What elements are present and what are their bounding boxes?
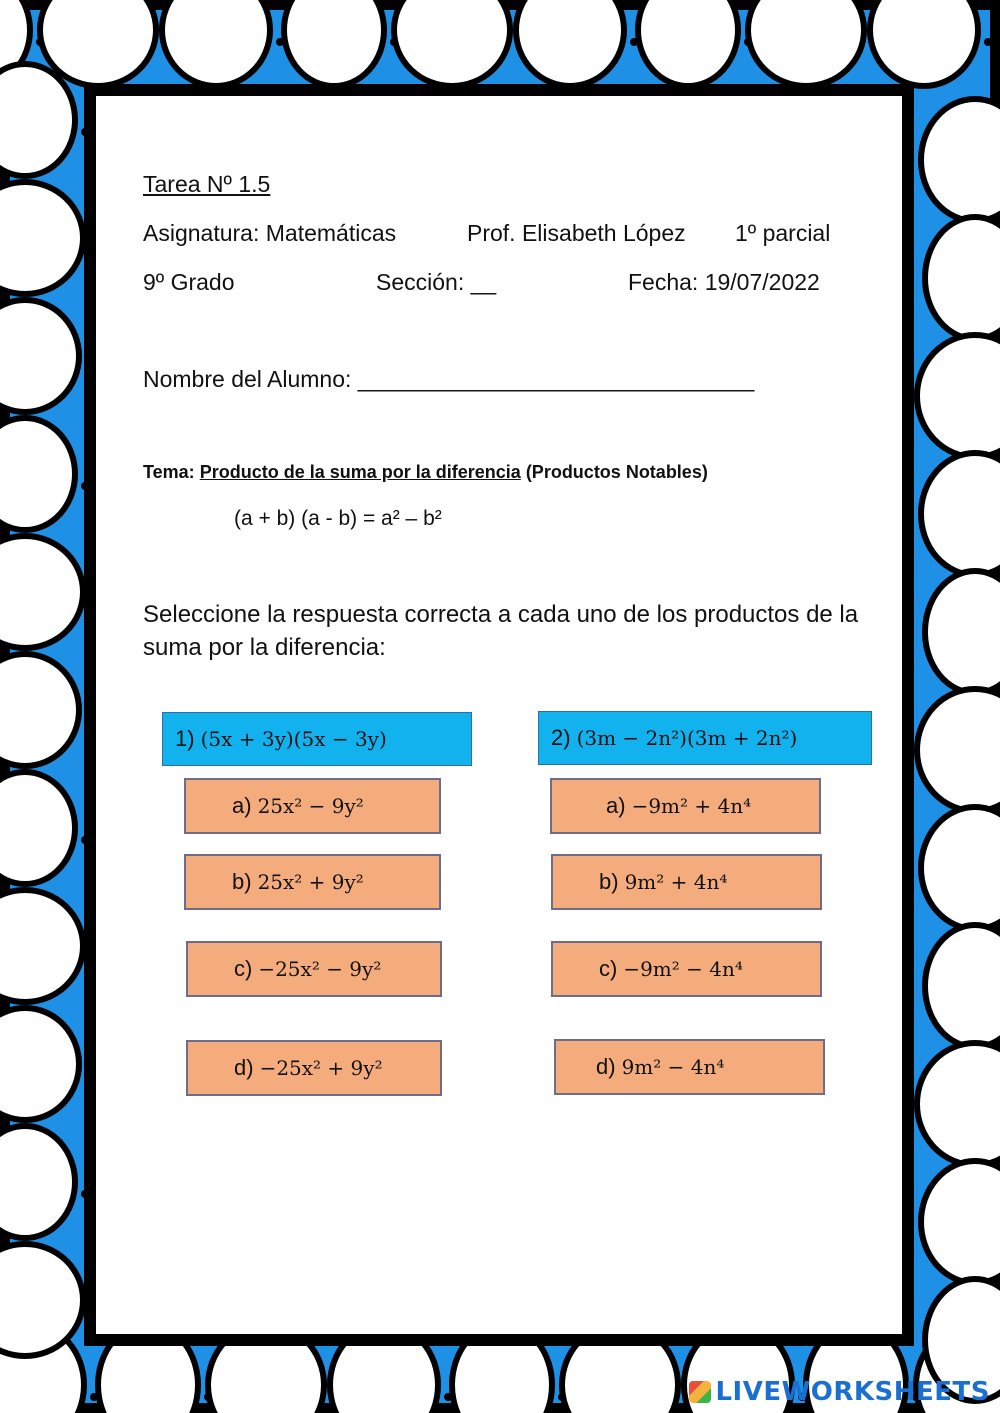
polka-dot [0,300,79,412]
option-1a[interactable] [184,778,441,834]
task-title: Tarea Nº 1.5 [143,171,271,197]
watermark-text: LIVEWORKSHEETS [715,1377,990,1407]
polka-dot [284,0,384,86]
option-letter: c) [599,956,618,981]
option-text: −25x² − 9y² [258,957,382,981]
student-name-field: Nombre del Alumno: _______________________________ [143,366,755,392]
question-expression: (5x + 3y)(5x − 3y) [200,727,387,751]
topic-title: Producto de la suma por la diferencia [199,462,521,482]
topic-label: Tema: [143,462,195,482]
question-2 [538,711,872,765]
option-text: 9m² + 4n⁴ [624,870,728,894]
section-field: Sección: __ [376,269,497,295]
polka-dot [921,99,1000,221]
polka-dot [0,418,75,530]
polka-dot [0,1008,79,1120]
option-letter: d) [596,1054,616,1079]
polka-dot [0,1126,75,1238]
question-expression: (3m − 2n²)(3m + 2n²) [576,726,798,750]
option-text: 9m² − 4n⁴ [621,1055,725,1079]
polka-dot [0,1244,83,1356]
dot-accent [984,38,992,46]
question-number: 2) [551,725,571,750]
polka-dot [0,772,75,884]
polka-dot [870,0,978,86]
polka-dot [40,0,156,86]
polka-dot [925,217,1000,339]
polka-dot [0,890,83,1002]
polka-dot [921,453,1000,575]
question-1 [162,712,472,766]
date: Fecha: 19/07/2022 [628,269,820,295]
polka-dot [0,536,83,648]
polka-dot [0,64,75,176]
option-letter: d) [234,1055,254,1080]
option-1d[interactable] [186,1040,442,1096]
polka-dot [921,807,1000,929]
topic-line [143,462,708,483]
option-letter: c) [234,956,253,981]
option-letter: b) [599,869,619,894]
polka-dot [925,571,1000,693]
polka-dot [162,0,270,86]
option-letter: b) [232,869,252,894]
option-letter: a) [232,793,252,818]
polka-dot [748,0,864,86]
option-text: −9m² − 4n⁴ [623,957,743,981]
topic-formula: (a + b) (a - b) = a² – b² [234,507,442,530]
teacher: Prof. Elisabeth López [467,220,686,246]
option-letter: a) [606,793,626,818]
instructions: Seleccione la respuesta correcta a cada uno de los productos de la suma por la diferencia: [143,601,859,661]
option-text: −9m² + 4n⁴ [631,794,752,818]
option-text: 25x² + 9y² [257,870,364,894]
option-2b[interactable] [551,854,822,910]
polka-dot [638,0,738,86]
topic-subtitle: (Productos Notables) [525,462,708,482]
polka-dot [394,0,510,86]
liveworksheets-watermark [689,1375,990,1409]
polka-dot [921,1161,1000,1283]
liveworksheets-logo-icon [689,1381,711,1403]
option-1b[interactable] [184,854,441,910]
option-text: −25x² + 9y² [259,1056,383,1080]
polka-dot [516,0,624,86]
option-1c[interactable] [186,941,442,997]
question-number: 1) [175,726,195,751]
polka-dot [925,925,1000,1047]
polka-dot [0,182,83,294]
polka-dot [0,654,79,766]
option-2d[interactable] [554,1039,825,1095]
option-2a[interactable] [550,778,821,834]
grade: 9º Grado [143,269,235,295]
option-text: 25x² − 9y² [257,794,364,818]
subject: Asignatura: Matemáticas [143,220,397,246]
option-2c[interactable] [551,941,822,997]
term: 1º parcial [735,220,831,246]
